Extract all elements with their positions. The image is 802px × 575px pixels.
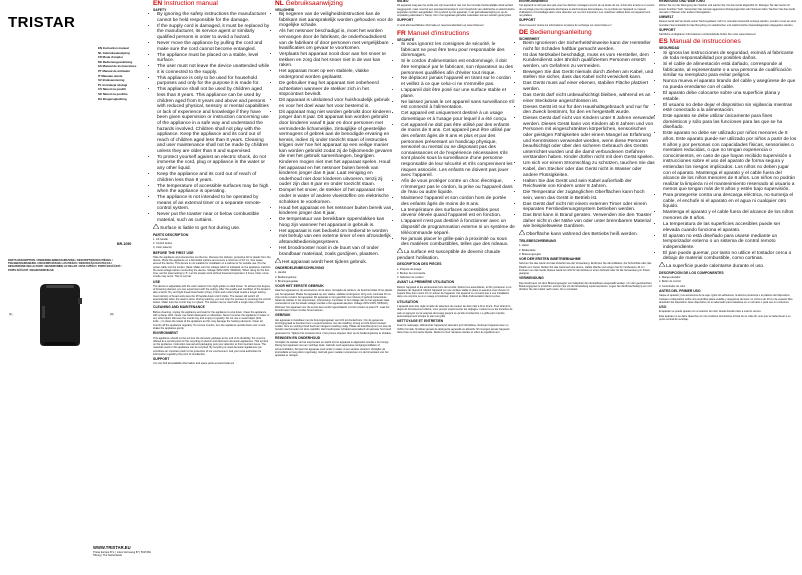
language-item: DA Brugervejledning bbox=[98, 96, 127, 101]
list-item: • Si el cable de alimentación está dañado, corresponde al fabricante, al representante o a una persona de cualificación similar su reemplazo para evitar peligros. bbox=[663, 62, 797, 79]
language-item: EN Instruction manual bbox=[98, 46, 129, 50]
list-item: • Het apparaat is niet bedoeld om bediend te worden met behulp van een externe timer of een afzonderlijk afstandsbedieningssysteem. bbox=[279, 229, 393, 246]
list-item: • Het apparaat moet op een stabiele, vlakke ondergrond worden geplaatst. bbox=[279, 69, 393, 80]
footer-website: WWW.TRISTAR.EU bbox=[93, 545, 131, 550]
hot-surface-note: Oberfläche kann während des Betriebs heiß werden. bbox=[519, 230, 655, 238]
list-item: • Cet appareil est uniquement destiné à un usage domestique et à l'usage pour lequel il a été conçu. bbox=[401, 111, 515, 122]
list-item: • Dit apparaat is uitsluitend voor huishoudelijk gebruik en voor het doel waar het voor bestemd is. bbox=[279, 98, 393, 109]
list-item: • Dieses Gerät darf nicht von Kindern unter 8 Jahren verwendet werden. Dieses Gerät kann von Kindern ab 8 Jahren und von Personen mit eingeschränkten körperlichen, sensorischen oder geistigen Fähigkeiten oder einem Mangel an Erfahrung und Kenntnissen verwendet werden, wenn diese Personen beaufsichtigt oder über den sicheren Gebrauch des Geräts unterrichtet wurden und die damit verbundenen Gefahren verstanden haben. Kinder dürfen nicht mit dem Gerät spielen. bbox=[523, 116, 655, 161]
list-item: • Si ignora las instrucciones de seguridad, eximirá al fabricante de toda responsabilidad por posibles daños. bbox=[663, 51, 797, 62]
list-item: • Das Gerät muss auf einer ebenen, stabilen Fläche platziert werden. bbox=[523, 81, 655, 92]
brand-logo: TRISTAR bbox=[8, 14, 76, 31]
list-item: • Ist das Netzkabel beschädigt, muss es vom Hersteller, dem Kundendienst oder ähnlich qualifizierten Personen ersetzt werden, um Gefahren zu vermeiden. bbox=[523, 53, 655, 70]
cleaning-heading: CLEANING AND MAINTENANCE bbox=[153, 305, 205, 310]
section-title: ES Manual de instrucciones bbox=[659, 38, 741, 46]
safety-list bbox=[275, 12, 393, 257]
list-item: • Dit apparaat mag niet worden gebruikt door kinderen jonger dan 8 jaar. Dit apparaat kan worden gebruikt door kinderen vanaf 8 jaar en door personen met verminderde lichamelijke, zintuiglijke of geestelijke vermogens of gebrek aan de benodigde ervaring en kennis, indien zij onder toezicht staan of instructies krijgen over hoe het apparaat op een veilige manier kan worden gebruikt zodat zij de bijkomende gevaren die met het gebruik samenhangen, begrijpen. Kinderen mogen niet met het apparaat spelen. Houd het apparaat en het netsnoer buiten bereik van kinderen jonger dan 8 jaar. Laat reiniging en onderhoud niet door kinderen uitvoeren, tenzij zij ouder zijn dan 8 jaar en onder toezicht staan. bbox=[279, 110, 393, 188]
hot-surface-icon bbox=[519, 230, 525, 235]
model-number: BR-1050 bbox=[117, 242, 132, 246]
part-item: 2. Bedieningsknop bbox=[275, 275, 297, 279]
environment-text: Dit apparaat mag aan het einde van zijn levensduur niet met het normale huishoudelijke afval worden weggegooid, maar moet bij een speciaal inzamelpunt voor hergebruik van elektrische en elektronische apparaten worden aangeboden. Dit symbool op het apparaat, in de gebruiksaanwijzing en op de verpakking attendeert u hierop. De in het apparaat gebruikte materialen kunnen worden gerecycled. bbox=[397, 4, 515, 18]
language-item: NL Gebruiksaanwijzing bbox=[98, 50, 130, 55]
part-item: 1. Hebel bbox=[519, 244, 529, 248]
support-text: Sämtliche verfügbaren Informationen und Ersatzteile finden Sie unter www.tristar.eu! bbox=[659, 33, 756, 37]
list-item: • El usuario no debe dejar el dispositivo sin vigilancia mientras esté conectado a la alimentación. bbox=[663, 103, 797, 114]
language-item: IT Manuale utente bbox=[98, 73, 123, 78]
toaster-illustration bbox=[32, 276, 88, 348]
language-list bbox=[98, 46, 136, 101]
use-heading: USE bbox=[153, 279, 160, 284]
use-heading: UTILISATION bbox=[397, 299, 419, 304]
part-item: 1. Hendel bbox=[275, 271, 287, 275]
figure-label: [1] bbox=[9, 312, 13, 316]
before-use-heading: BEFORE THE FIRST USE bbox=[153, 250, 194, 255]
list-item: • To protect yourself against an electric shock, do not immerse the cord, plug or appliance in the water or any other liquid. bbox=[157, 155, 271, 172]
before-use-text: Saque el aparato y los accesorios de la caja. Quite los adhesivos, la lámina protectora o el plástico del dispositivo. Coloque el dispositivo sobre una superficie plana estable y asegúrese de tener un mínimo de 10 cm de espacio libre alrededor del dispositivo. Este dispositivo no es adecuado para instalarse en un armario o para uso en exteriores. bbox=[659, 294, 793, 304]
list-item: • L'appareil doit être posé sur une surface stable et plane. bbox=[401, 88, 515, 99]
spanish-section bbox=[659, 0, 797, 322]
language-item: DE Bedienungsanleitung bbox=[98, 59, 133, 64]
use-heading: GEBRUIK bbox=[275, 313, 291, 318]
before-use-heading: VOR DER ERSTEN INBETRIEBNAHME bbox=[519, 257, 581, 262]
list-item: • Ne laissez jamais le cet appareil sans surveillance s'il est connecté à l'alimentation. bbox=[401, 100, 515, 111]
use-heading: VERWENDUNG bbox=[519, 276, 544, 281]
before-use-heading: VOOR HET EERSTE GEBRUIK bbox=[275, 284, 324, 289]
cleaning-heading: REINIGEN EN ONDERHOUD bbox=[275, 335, 321, 340]
list-item: • Ne déplacez jamais l'appareil en tirant sur le cordon et veillez à ce que celui-ci ne s'emmêle pas. bbox=[401, 76, 515, 87]
list-item: • Nunca mueva el aparato tirando del cable y asegúrese de que no pueda enredarse con el cable. bbox=[663, 79, 797, 90]
support-heading: SUPPORT bbox=[519, 18, 536, 23]
list-item: • La température des surfaces accessibles peut devenir élevée quand l'appareil est en fonction. bbox=[401, 208, 515, 219]
list-item: • Das Gerät darf nicht mit einem externen Timer oder einem separaten Fernbedienungssystem betrieben werden. bbox=[523, 202, 655, 213]
list-item: • The user must not leave the device unattended while it is connected to the supply. bbox=[157, 64, 271, 75]
use-text: Het apparaat is instelbaar met de bruiningsregelaar van licht tot donkerbruin. Om de gewenste bruiningsgraad te bereiken kunt u experimenteren met de instelling. Droog en licht brood roostert sneller. Vers en vochtig brood heeft een langere instelling nodig. Plaats de boterham(men) en duw de hendel naar beneden tot deze vastklikt. Het broodrooster schakelt automatisch uit wanneer het brood geroosterd is. Tijdens het roosteren kunt u het proces stoppen door op de bedieningsknop te drukken. bbox=[275, 318, 392, 335]
safety-heading: SICHERHEIT bbox=[519, 36, 540, 41]
before-use-text: Haal het apparaat en de accessoires uit de doos. Verwijder de stickers, de beschermfolie of het plastic van het apparaat. Plaats het apparaat op een vlakke, stabiele ondergrond. Zorg voor minimaal 10 cm. vrije ruimte rondom het apparaat. Dit apparaat is niet geschikt voor inbouw of gebruik buitenshuis. Steek de stekker in het stopcontact. (Opmerking: controleer of het voltage dat op het apparaat staat overeenkomt met het lokale voltage voordat u het apparaat aansluit. Voltage 220V-240V, 50/60Hz). Wanneer het apparaat voor de eerste keer wordt ingeschakeld, zet het rooster op stand '6'. Laat het broodrooster 3 keer zonder brood werken. bbox=[275, 289, 393, 312]
cleaning-text: Verwijder de stekker uit het stopcontact en wacht tot het apparaat is afgekoeld voordat u het reinigt. Reinig het apparaat met een vochtige doek. Gebruik nooit agressieve reinigingsmiddelen of schuurmiddelen. Dompel het apparaat nooit onder in water of een andere vloeistof. Verwijder de kruimellade en leeg deze regelmatig. Gebruik geen metalen voorwerpen om de binnenkant van het apparaat te reinigen. bbox=[275, 341, 390, 358]
environment-heading: ENVIRONNEMENT bbox=[519, 0, 549, 3]
list-item: • Afin de vous protéger contre un choc électrique, n'immergez pas le cordon, la prise ou l'appareil dans de l'eau ou autre liquide. bbox=[401, 179, 515, 196]
language-item: PL Instrukcja obsługi bbox=[98, 82, 128, 87]
parts-heading: DESCRIPTION DES PIÈCES bbox=[397, 262, 442, 267]
hot-surface-note: Het apparaat wordt heet tijdens gebruik. bbox=[275, 258, 393, 266]
list-item: • Als het netsnoer beschadigd is, moet het worden vervangen door de fabrikant, de onderhoudsdienst van de fabrikant of door personen met vergelijkbare kwalificaties om gevaar te voorkomen. bbox=[279, 29, 393, 51]
cleaning-heading: NETTOYAGE ET ENTRETIEN bbox=[397, 319, 444, 324]
list-item: • Este aparato se debe utilizar únicamente para fines domésticos y sólo para las funciones para las que se ha diseñado. bbox=[663, 114, 797, 131]
list-item: • L'appareil n'est pas destiné à fonctionner avec un dispositif de programmation externe ni un système de télécommande séparé. bbox=[401, 219, 515, 236]
section-title: FR Manuel d'instructions bbox=[397, 29, 470, 37]
list-item: • Houd het apparaat en het netsnoer buiten bereik van kinderen jonger dan 8 jaar. bbox=[279, 206, 393, 217]
list-item: • Verplaats het apparaat nooit door aan het snoer te trekken en zorg dat het snoer niet in de war kan raken. bbox=[279, 52, 393, 69]
french-section bbox=[397, 0, 515, 335]
parts-description-heading: PARTS DESCRIPTION / ONDERDELENBESCHRIJVING / DESCRIPTION DES PIÈCES / TEILEBESCHREIBUNG / DESCRIPCIÓN DE LAS PIEZAS / DESCRIÇÃO DAS PEÇAS / DESCRIZIONE DELLE PARTI / BESKRIVNING AV DELAR / OPIS CZĘŚCI / POPIS SOUČÁSTÍ / POPIS SÚČASTÍ / DELBESKRIVELSE bbox=[8, 259, 122, 272]
list-item: • Mantenga el aparato y el cable fuera del alcance de los niños menores de 8 años. bbox=[663, 210, 797, 221]
safety-list bbox=[519, 41, 655, 230]
language-item: FR Mode d'emploi bbox=[98, 55, 123, 60]
hot-surface-note: La surface est susceptible de devenir chaude pendant l'utilisation. bbox=[397, 250, 501, 261]
hot-surface-note: Surface is liable to get hot during use. bbox=[153, 224, 271, 232]
dutch-section bbox=[275, 0, 393, 358]
list-item: • Never put the toaster near or below combustible material, such as curtains. bbox=[157, 212, 271, 223]
list-item: • The temperature of accessible surfaces may be high when the appliance is operating. bbox=[157, 184, 271, 195]
list-item: • Bij negeren van de veiligheidsinstructies kan de fabrikant niet aansprakelijk worden gehouden voor de mogelijke schade. bbox=[279, 12, 393, 29]
support-heading: SUPPORT bbox=[659, 27, 676, 32]
part-item: 3. Color selector bbox=[153, 246, 172, 250]
list-item: • Maintenez l'appareil et son cordon hors de portée des enfants âgés de moins de 8 ans. bbox=[401, 196, 515, 207]
support-text: U vindt alle beschikbare informatie en reserveonderdelen op www.tristar.eu! bbox=[397, 23, 484, 27]
cleaning-heading: REINIGUNG UND WARTUNG bbox=[659, 0, 705, 3]
parts-heading: TEILEBESCHREIBUNG bbox=[519, 239, 557, 244]
use-text: L'appareil peut être réglé à l'aide du sélecteur de couleur de doré clair à brun foncé. Pour obtenir le degré de brunissement désiré, vous pouvez expérimenter les réglages. Insérez la ou les tranches de pain et appuyez sur la poignée de levage jusqu'à ce qu'elle s'enclenche. Le grille-pain s'arrête automatiquement lorsque le pain est grillé. bbox=[397, 305, 513, 318]
list-item: • De gebruiker mag het apparaat niet onbeheerd achterlaten wanneer de stekker zich in het stopcontact bevindt. bbox=[279, 81, 393, 98]
part-item: 3. Bräunungsregler bbox=[519, 252, 542, 256]
section-title: NL Gebruiksaanwijzing bbox=[275, 0, 343, 7]
list-item: • Die Temperatur der zugänglichen Oberflächen kann hoch sein, wenn das Gerät in Betrieb ist. bbox=[523, 190, 655, 201]
list-item: • Never move the appliance by pulling the cord and make sure the cord cannot become entangled. bbox=[157, 41, 271, 52]
section-title: DE Bedienungsanleitung bbox=[519, 28, 592, 36]
list-item: • This appliance is only to be used for household purposes and only for the purpose it is made for. bbox=[157, 76, 271, 87]
language-item: SK Návod na použitie bbox=[98, 91, 128, 96]
support-text: You can find all available information and spare parts at www.tristar.eu! bbox=[153, 362, 235, 366]
parts-heading: PARTS DESCRIPTION bbox=[153, 232, 189, 237]
environment-heading: MILIEU bbox=[397, 0, 409, 3]
list-item: • Um sich vor einem Stromschlag zu schützen, tauchen Sie das Kabel, den Stecker oder das Gerät nicht in Wasser oder andere Flüssigkeiten. bbox=[523, 161, 655, 178]
list-item: • Si vous ignorez les consignes de sécurité, le fabricant ne peut être tenu pour responsable des dommages. bbox=[401, 42, 515, 59]
list-item: • De temperatuur van bereikbare oppervlakken kan hoog zijn wanneer het apparaat in gebruik is. bbox=[279, 217, 393, 228]
hot-surface-note: La superficie puede calentarse durante el uso. bbox=[659, 262, 797, 270]
environment-text: Cet appareil ne doit pas être jeté avec les déchets ménagers à la fin de sa durée de vie. Il doit être amené à un centre de recyclage pour les appareils électriques et électroniques domestiques. Ce symbole sur l'appareil, le manuel d'utilisation et l'emballage attire votre attention sur ce point important. Les matériaux utilisés dans cet appareil sont recyclables. bbox=[519, 4, 655, 18]
before-use-heading: ANTES DEL PRIMER USO bbox=[659, 288, 701, 293]
environment-text: Dieses Gerät darf am Ende seiner Nutzungsdauer nicht im normalen Hausmüll entsorgt werden, sondern muss an einer zentralen Sammelstelle für das Recycling von elektrischen und elektronischen Haushaltsgeräten abgegeben werden. bbox=[659, 20, 797, 27]
part-item: 2. Bouton de commande bbox=[397, 271, 426, 275]
part-item: 3. Sélecteur de couleur bbox=[397, 276, 424, 280]
figure-label: [3] bbox=[110, 312, 114, 316]
environment-heading: UMWELT bbox=[659, 15, 674, 20]
list-item: • La temperatura de las superficies accesibles puede ser elevada cuando funciona el aparato. bbox=[663, 222, 797, 233]
before-use-text: Take the appliance and accessories out the box. Remove the stickers, protective foil or plastic from the device. Place the appliance on a flat stable surface and ensure a minimum of 10 cm. free space around the device. This device is not suitable for installation in a cabinet or for outside use. Put the power cable into the socket. (Note: Make sure the voltage which is indicated on the appliance matches the local voltage before connecting the device. Voltage 220V-240V, 50/60Hz). When using for the first time, set the toast setting to '6'. Let the toaster work without bread and operate it 3 times. Note: some smoke may occur. This is normal. bbox=[153, 255, 271, 279]
safety-list bbox=[153, 12, 271, 223]
list-item: • Das Brot kann in Brand geraten. Verwenden Sie den Toaster daher nicht in der Nähe von oder unter brennbarem Material wie beispielsweise Gardinen. bbox=[523, 213, 655, 230]
environment-text: Este aparato no se debe desechar con los residuos domésticos al final de su vida útil, sino que se debe llevar a un punto central de reciclaje. bbox=[659, 314, 791, 321]
hot-surface-icon bbox=[153, 224, 159, 229]
list-item: • Ne jamais placer le grille-pain à proximité ou sous des matières combustibles, telles que des rideaux. bbox=[401, 237, 515, 248]
part-item: 1. Lift handle bbox=[153, 237, 168, 241]
english-section bbox=[153, 0, 271, 367]
list-item: • Keep the appliance and its cord out of reach of children less than 8 years. bbox=[157, 172, 271, 183]
list-item: • Dieses Gerät ist nur für den Haushaltsgebrauch und nur für den Zweck bestimmt, für den es hergestellt wurde. bbox=[523, 105, 655, 116]
use-heading: USO bbox=[659, 305, 667, 310]
hot-surface-icon bbox=[275, 258, 281, 263]
part-item: 2. Botón de control bbox=[659, 280, 681, 284]
list-item: • Dompel het snoer, de stekker of het apparaat niet onder in water of andere vloeistoffen om elektrische schokken te voorkomen. bbox=[279, 188, 393, 205]
safety-heading: VEILIGHEID bbox=[275, 8, 295, 12]
before-use-text: Nehmen Sie das Gerät und das Zubehör aus der Verpackung. Entfernen Sie die Aufkleber, die Schutzfolie oder das Plastik vom Gerät. Stellen Sie das Gerät auf eine ebene, stabile Fläche und sorgen Sie für mindestens 10 cm Freiraum um das Gerät. Dieses Gerät ist nicht für den Einbau in einen Schrank oder für die Verwendung im Freien geeignet. bbox=[519, 262, 652, 276]
list-item: • Cet appareil ne doit pas être utilisé par des enfants de moins de 8 ans. Cet appareil peut être utilisé par des enfants âgés de 8 ans et plus et par des personnes présentant un handicap physique, sensoriel ou mental ou ne disposant pas des connaissances et de l'expérience nécessaires s'ils sont placés sous la surveillance d'une personne responsable de leur sécurité et s'ils comprennent les risques associés. Les enfants ne doivent pas jouer avec l'appareil. bbox=[401, 123, 515, 179]
before-use-heading: AVANT LA PREMIÈRE UTILISATION bbox=[397, 280, 455, 285]
list-item: • Este aparato no debe ser utilizado por niños menores de 8 años. Este aparato puede ser utilizado por niños a partir de los 8 años y por personas con capacidades físicas, sensoriales o mentales reducidas, o que no tengan experiencia o conocimientos, en caso de que hayan recibido supervisión o instrucciones sobre el uso del aparato de forma segura y entiendan los riesgos implicados. Los niños no deben jugar con el aparato. Mantenga el aparato y el cable fuera del alcance de los niños menores de 8 años. Los niños no podrán realizar la limpieza ni el mantenimiento reservado al usuario a menos que tengan más de 8 años y estén bajo supervisión. bbox=[663, 131, 797, 193]
list-item: • El aparato no está diseñado para usarse mediante un temporizador externo o un sistema de control remoto independiente. bbox=[663, 234, 797, 251]
language-item: PT Manual de utilizador bbox=[98, 68, 131, 73]
hot-surface-icon bbox=[659, 262, 665, 267]
list-item: • The appliance is not intended to be operated by means of an external timer or a separate remote-control system. bbox=[157, 195, 271, 212]
list-item: • If the supply cord is damaged, it must be replaced by the manufacturer, its service agent or similarly qualified persons in order to avoid a hazard. bbox=[157, 24, 271, 41]
support-text: Vous trouverez toutes les informations et pièces de rechange sur www.tristar.eu ! bbox=[519, 23, 612, 27]
support-heading: SUPPORT bbox=[153, 357, 170, 362]
footer-address: Tristar Europe B.V. | Jules Verneweg 87 | 5015 BH Tilburg | The Netherlands bbox=[93, 551, 151, 558]
section-title: EN Instruction manual bbox=[153, 0, 218, 7]
use-text: The device is adjustable with the color selector from light golden to dark brown. To achieve the degree of browning desired, you can experiment with the setting. After the quality and condition of the bread is also a factor. Dry and light bread toast faster (crisp). Fresh and moist bread needs a longer setting. Insert slice(s) of bread and press the lift handle down until it clicks. The toaster will switch off automatically when the toast is done. During toasting, you can stop the process by pressing the control button. Make sure the crumb tray is in place. The toaster can be used with a single slice of bread. bbox=[153, 284, 271, 305]
use-text: Das Gerät kann mit dem Bräunungsregler von hellgolden bis dunkelbraun eingestellt werden. Um den gewünschten Bräunungsgrad zu erreichen, können Sie mit der Einstellung experimentieren. Legen Sie die Brotscheibe(n) ein und drücken Sie den Hebel nach unten, bis er einrastet. bbox=[519, 281, 652, 292]
german-section bbox=[519, 0, 655, 292]
cleaning-text: Ziehen Sie vor der Reinigung den Stecker und warten Sie, bis das Gerät abgekühlt ist. Reinigen Sie das Gerät mit einem feuchten Tuch. Verwenden Sie niemals aggressive Reinigungsmittel oder Scheuermittel. Tauchen Sie das Gerät niemals in Wasser oder andere Flüssigkeiten. bbox=[659, 4, 796, 14]
list-item: • El aparato debe colocarse sobre una superficie plana y estable. bbox=[663, 91, 797, 102]
before-use-text: Retirez l'appareil et les accessoires hors de la boîte. Retirez les autocollants, le film protecteur ou le plastique de l'appareil. Mettez l'appareil sur une surface stable et plane et assurez-vous d'avoir un espace libre d'au moins 10 cm autour de l'appareil. Cet appareil ne convient pas à une installation dans une armoire ou à un usage à l'extérieur. Insérez le câble d'alimentation dans la prise. bbox=[397, 285, 512, 299]
part-item: 2. Control button bbox=[153, 242, 173, 246]
part-item: 2. Bedientaste bbox=[519, 248, 536, 252]
list-item: • This appliance shall not be used by children aged less than 8 years. This appliance can be used by children aged from 8 years and above and persons with reduced physical, sensory or mental capabilities or lack of experience and knowledge if they have been given supervision or instruction concerning use of the appliance in a safe way and understand the hazards involved. Children shall not play with the appliance. Keep the appliance and its cord out of reach of children aged less than 8 years. Cleaning and user maintenance shall not be made by children unless they are older than 8 and supervised. bbox=[157, 87, 271, 154]
part-item: 3. Controlador de color bbox=[659, 284, 686, 288]
language-item: ES Manual de instrucciones bbox=[98, 64, 137, 69]
hot-surface-icon bbox=[397, 248, 403, 253]
safety-list bbox=[659, 51, 797, 262]
cleaning-text: Before cleaning, unplug the appliance and wait for the appliance to cool down. Clean the appliance with a damp cloth. Never use harsh detergents or abrasives. Never immerse the appliance in water or any other liquid. Remove the crumb tray and empty it regularly. Do not use a metal object (fork, knife...) to clean the inside of the appliance as this may damage the heating elements. Clean all crumbs off the appliance regularly. To remove crumbs, turn the appliance upside down over a sink, shake the appliance gently. bbox=[153, 310, 270, 330]
environment-text: This appliance should not be put into the domestic garbage at the end of its durability, but must be offered at a central point for the recycling of electric and electronic domestic appliances. This symbol on the appliance, instruction manual and packaging puts your attention to this important issue. The materials used in this appliance can be recycled. By recycling of used domestic appliances you contribute an important push to the protection of our environment. Ask your local authorities for information regarding the point of recollection. bbox=[153, 336, 269, 356]
list-item: • By ignoring the safety instructions the manufacturer cannot be held responsible for the damage. bbox=[157, 12, 271, 23]
list-item: • Si le cordon d'alimentation est endommagé, il doit être remplacé par le fabricant, son réparateur ou des personnes qualifiées afin d'éviter tout risque. bbox=[401, 59, 515, 76]
list-item: • The appliance must be placed on a stable, level surface. bbox=[157, 53, 271, 64]
safety-list bbox=[397, 42, 515, 248]
environment-heading: ENVIRONMENT bbox=[153, 331, 179, 336]
safety-heading: SAFETY bbox=[153, 8, 167, 12]
cleaning-text: Avant le nettoyage, débranchez l'appareil et attendez qu'il refroidisse. Nettoyez l'appareil avec un chiffon humide. N'utilisez jamais de détergents agressifs ou abrasifs. N'immergez jamais l'appareil dans l'eau ou tout autre liquide. Retirez le tiroir ramasse-miettes et videz-le régulièrement. bbox=[397, 324, 510, 334]
support-heading: SUPPORT bbox=[397, 18, 414, 23]
language-item: CS Návod na použití bbox=[98, 87, 126, 92]
parts-heading: ONDERDELENBESCHRIJVING bbox=[275, 266, 325, 271]
use-text: El aparato se puede ajustar con el selector de color desde dorado claro a marrón oscuro. bbox=[659, 310, 762, 314]
language-item: SV Bruksanvisning bbox=[98, 78, 125, 83]
part-item: 1. Mango elevador bbox=[659, 276, 681, 280]
list-item: • Beim Ignorieren der Sicherheitshinweise kann der Hersteller nicht für Schäden haftbar gemacht werden. bbox=[523, 41, 655, 52]
list-item: • Halten Sie das Gerät und sein Kabel außerhalb der Reichweite von Kindern unter 8 Jahren. bbox=[523, 179, 655, 190]
list-item: • Para protegerse contra una descarga eléctrica, no sumerja el cable, el enchufe ni el aparato en el agua ni cualquier otro líquido. bbox=[663, 193, 797, 210]
part-item: 1. Poignée de levage bbox=[397, 267, 422, 271]
safety-heading: SÉCURITÉ bbox=[397, 37, 415, 42]
list-item: • Bewegen Sie das Gerät niemals durch Ziehen am Kabel, und stellen Sie sicher, dass das Kabel nicht verwickelt kann. bbox=[523, 70, 655, 81]
part-item: 3. Bruiningsregelaar bbox=[275, 279, 299, 283]
list-item: • Het broodrooster nooit in de buurt van of onder brandbaar materiaal, zoals gordijnen, plaatsen. bbox=[279, 246, 393, 257]
list-item: • El pan puede quemar, por tanto no utilice el tostador cerca o debajo de material combustible, como cortinas. bbox=[663, 251, 797, 262]
safety-heading: SEGURIDAD bbox=[659, 46, 680, 51]
list-item: • Das Gerät darf nicht unbeaufsichtigt bleiben, während es an einer Steckdose angeschlossen ist. bbox=[523, 93, 655, 104]
parts-heading: DESCRIPCIÓN DE LOS COMPONENTES bbox=[659, 270, 724, 275]
